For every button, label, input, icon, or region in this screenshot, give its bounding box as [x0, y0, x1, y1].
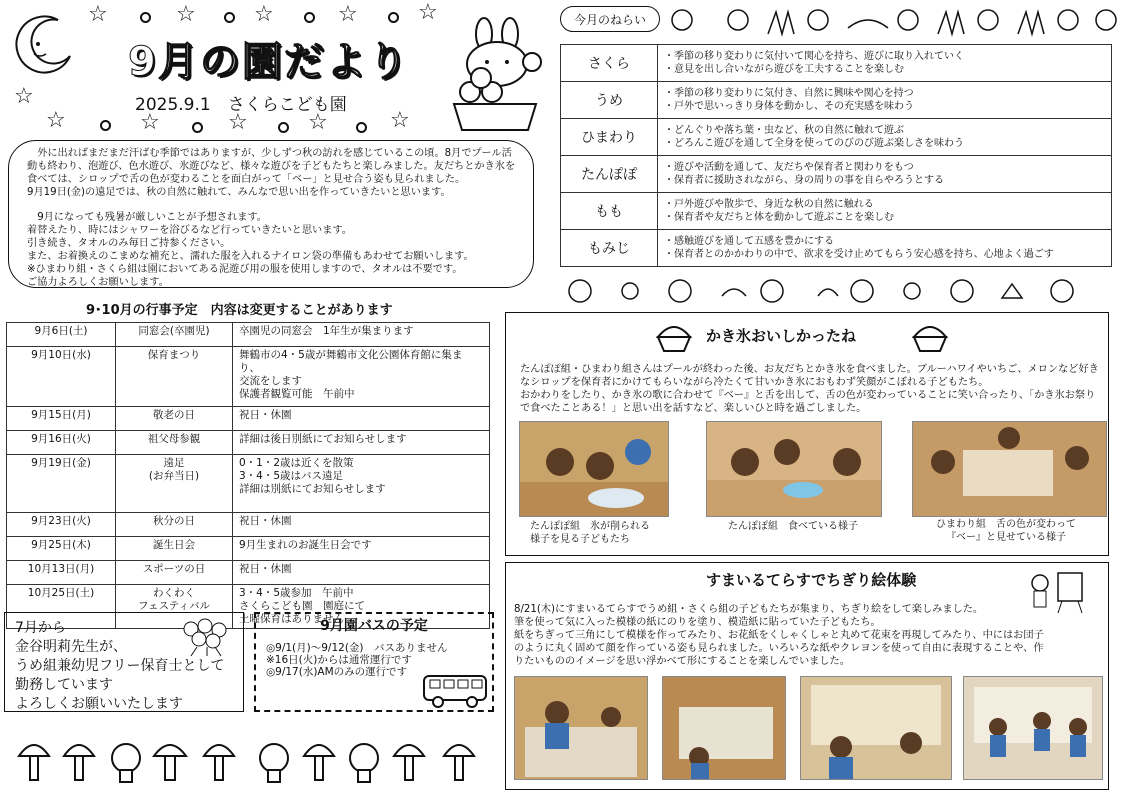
- chigiri-photo-1: [514, 676, 648, 780]
- kakigori-caption: たんぽぽ組 食べている様子: [728, 521, 858, 532]
- event-row: [7, 537, 490, 561]
- event-detail: 祝日・休園: [233, 513, 490, 537]
- class-aim-text: ・感触遊びを通して五感を豊かにする ・保育者とのかかわりの中で、欲求を受け止めてもらう安心感を持ち、心地よく過ごす: [658, 230, 1112, 267]
- event-name: 保育まつり: [116, 347, 233, 407]
- chigiri-photo-4: [963, 676, 1103, 780]
- dot-icon: [224, 12, 235, 23]
- event-date: 9月19日(金): [7, 455, 116, 513]
- dot-icon: [140, 12, 151, 23]
- kakigori-body: たんぽぽ組・ひまわり組さんはプールが終わった後、お友だちとかき氷を食べました。ブルーハワイやいちご、メロンなど好きなシロップを保育者にかけてもらいながら冷たくて甘いかき氷におもわず笑顔がこぼれる子どもたち。 おかわりをしたり、かき氷の歌に合わせて『ベー』と舌を出して、舌の色が変わっていることに笑い合ったり、「かき氷お祭りで食べたことある！」と思い出を話すなど、楽しいひと時を過ごしました。: [520, 364, 1099, 414]
- bus-schedule: [254, 612, 494, 712]
- dot-icon: [388, 12, 399, 23]
- class-name: もも: [561, 193, 658, 230]
- monthly-aims-table: [560, 44, 1112, 267]
- event-date: 9月6日(土): [7, 323, 116, 347]
- animals-decoration-row: [668, 4, 1120, 42]
- aim-row: [561, 119, 1112, 156]
- class-name: さくら: [561, 45, 658, 82]
- event-name: スポーツの日: [116, 561, 233, 585]
- aim-row: [561, 82, 1112, 119]
- flower-bouquet-illustration: [177, 617, 235, 663]
- event-row: [7, 513, 490, 537]
- event-detail: 9月生まれのお誕生日会です: [233, 537, 490, 561]
- aim-row: [561, 45, 1112, 82]
- class-aim-text: ・季節の移り変わりに気付いて関心を持ち、遊びに取り入れていく ・意見を出し合いながら遊びを工夫することを楽しむ: [658, 45, 1112, 82]
- dot-icon: [356, 122, 367, 133]
- intro-letter: [8, 140, 534, 288]
- dot-icon: [192, 122, 203, 133]
- event-name: 同窓会(卒園児): [116, 323, 233, 347]
- dot-icon: [304, 12, 315, 23]
- event-name: 秋分の日: [116, 513, 233, 537]
- kakigori-caption: ひまわり組 舌の色が変わって 『ベー』と見せている様子: [936, 519, 1076, 543]
- chigiri-photo-2: [662, 676, 786, 780]
- shaved-ice-icon: [654, 321, 694, 359]
- event-date: 9月10日(水): [7, 347, 116, 407]
- kakigori-photo-1: [519, 421, 669, 517]
- kakigori-photo-2: [706, 421, 882, 517]
- event-date: 9月25日(木): [7, 537, 116, 561]
- class-aim-text: ・どんぐりや落ち葉・虫など、秋の自然に触れて遊ぶ ・どろんこ遊びを通して全身を使ってのびのび遊ぶ楽しさを味わう: [658, 119, 1112, 156]
- event-detail: 祝日・休園: [233, 407, 490, 431]
- event-date: 9月16日(火): [7, 431, 116, 455]
- bus-schedule-lines: ◎9/1(月)～9/12(金) バスありません ※16日(火)からは通常運行です ◎9/17(水)AMのみの運行です: [266, 642, 448, 678]
- faces-decoration-row: [562, 276, 1102, 310]
- star-icon: ☆: [14, 84, 34, 109]
- chigiri-body: 8/21(木)にすまいるてらすでうめ組・さくら組の子どもたちが集まり、ちぎり絵をして楽しみました。 筆を使って気に入った模様の紙にのりを塗り、模造紙に貼っていた子どもたち。 紙をちぎって三角にして模様を作ってみたり、お花紙をくしゃくしゃと丸めて花束を再現してみたり、中にはお団子のように丸く固めて顔を作っている姿も見られました。いろいろな紙やクレヨンを使って自由に表現することや、作りたいもののイメージを思い浮かべて形にすることを楽しんでいました。: [514, 604, 1044, 667]
- date-and-school: 2025.9.1 さくらこども園: [135, 95, 347, 115]
- star-icon: ☆: [390, 108, 410, 133]
- moon-icon: [14, 14, 76, 80]
- event-detail: 詳細は後日別紙にてお知らせします: [233, 431, 490, 455]
- event-row: [7, 561, 490, 585]
- aim-row: [561, 230, 1112, 267]
- dot-icon: [278, 122, 289, 133]
- monthly-aims-label: 今月のねらい: [560, 6, 660, 32]
- shaved-ice-icon: [910, 321, 950, 359]
- class-name: もみじ: [561, 230, 658, 267]
- event-name: 敬老の日: [116, 407, 233, 431]
- event-name: 誕生日会: [116, 537, 233, 561]
- star-icon: ☆: [308, 110, 328, 135]
- events-heading: 9･10月の行事予定 内容は変更することがあります: [86, 303, 393, 318]
- event-row: [7, 347, 490, 407]
- chigiri-title: すまいるてらすでちぎり絵体験: [706, 571, 917, 589]
- aim-row: [561, 156, 1112, 193]
- dot-icon: [100, 120, 111, 131]
- rabbit-dango-illustration: [440, 16, 550, 138]
- kakigori-caption: たんぽぽ組 氷が削られる 様子を見る子どもたち: [530, 521, 650, 545]
- star-icon: ☆: [228, 110, 248, 135]
- staff-notice: [4, 612, 244, 712]
- event-name: 遠足 (お弁当日): [116, 455, 233, 513]
- event-row: [7, 455, 490, 513]
- event-date: 10月13日(月): [7, 561, 116, 585]
- event-detail: 舞鶴市の4・5歳が舞鶴市文化公園体育館に集まり、 交流をします 保護者観覧可能 午前中: [233, 347, 490, 407]
- class-aim-text: ・遊びや活動を通して、友だちや保育者と関わりをもつ ・保育者に援助されながら、身の周りの事を自らやろうとする: [658, 156, 1112, 193]
- class-aim-text: ・戸外遊びや散歩で、身近な秋の自然に触れる ・保育者や友だちと体を動かして遊ぶことを楽しむ: [658, 193, 1112, 230]
- bus-illustration: [422, 672, 490, 713]
- event-row: [7, 431, 490, 455]
- star-icon: ☆: [46, 108, 66, 133]
- event-detail: 祝日・休園: [233, 561, 490, 585]
- bus-schedule-title: 9月園バスの予定: [320, 618, 428, 634]
- event-detail: 3・4・5歳参加 午前中 さくらこども園 園庭にて 土曜保育はありません: [233, 585, 490, 629]
- event-row: [7, 323, 490, 347]
- star-icon: ☆: [418, 0, 438, 25]
- class-aim-text: ・季節の移り変わりに気付き、自然に興味や関心を持つ ・戸外で思いっきり身体を動かし、その充実感を味わう: [658, 82, 1112, 119]
- event-name: わくわく フェスティバル: [116, 585, 233, 629]
- events-table: [6, 322, 490, 629]
- class-name: たんぽぽ: [561, 156, 658, 193]
- kakigori-photo-3: [912, 421, 1107, 517]
- kakigori-title: かき氷おいしかったね: [706, 327, 857, 345]
- event-row: [7, 407, 490, 431]
- event-name: 祖父母参観: [116, 431, 233, 455]
- mushroom-decoration-row: [14, 736, 494, 790]
- event-detail: 卒園児の同窓会 1年生が集まります: [233, 323, 490, 347]
- event-date: 9月15日(月): [7, 407, 116, 431]
- star-icon: ☆: [176, 2, 196, 27]
- event-detail: 0・1・2歳は近くを散策 3・4・5歳はバス遠足 詳細は別紙にてお知らせします: [233, 455, 490, 513]
- page-title: 9月の園だより: [128, 39, 410, 85]
- aim-row: [561, 193, 1112, 230]
- staff-notice-text: 7月から 金谷明莉先生が、 うめ組兼幼児フリー保育士として 勤務しています よろしくお願いいたします: [15, 620, 225, 712]
- class-name: ひまわり: [561, 119, 658, 156]
- event-date: 9月23日(火): [7, 513, 116, 537]
- star-icon: ☆: [88, 2, 108, 27]
- class-name: うめ: [561, 82, 658, 119]
- intro-paragraph: 外に出ればまだまだ汗ばむ季節ではありますが、少しずつ秋の訪れを感じているこの頃。8月でプール活動も終わり、泡遊び、色水遊び、氷遊びなど、様々な遊びを子どもたちと楽しみました。友だちとかき氷を食べては、シロップで舌の色が変わることを面白がって「ベー」と見せ合う姿も見られました。 9月19日(金)の遠足では、秋の自然に触れて、みんなで思い出を作っていきたいと思います。: [27, 148, 516, 198]
- event-date: 10月25日(土): [7, 585, 116, 629]
- star-icon: ☆: [338, 2, 358, 27]
- star-icon: ☆: [254, 2, 274, 27]
- star-icon: ☆: [140, 110, 160, 135]
- chigiri-photo-3: [800, 676, 952, 780]
- intro-paragraph: 9月になっても残暑が厳しいことが予想されます。 着替えたり、時にはシャワーを浴びるなど行っていきたいと思います。 引き続き、タオルのみ毎日ご持参ください。 また、お着換えのこまめな補充と、濡れた服を入れるナイロン袋の準備もあわせてお願いします。 ※ひまわり組・さくら組は園においてある泥遊び用の服を使用しますので、タオルは不要です。 ご協力よろしくお願いします。: [27, 212, 474, 288]
